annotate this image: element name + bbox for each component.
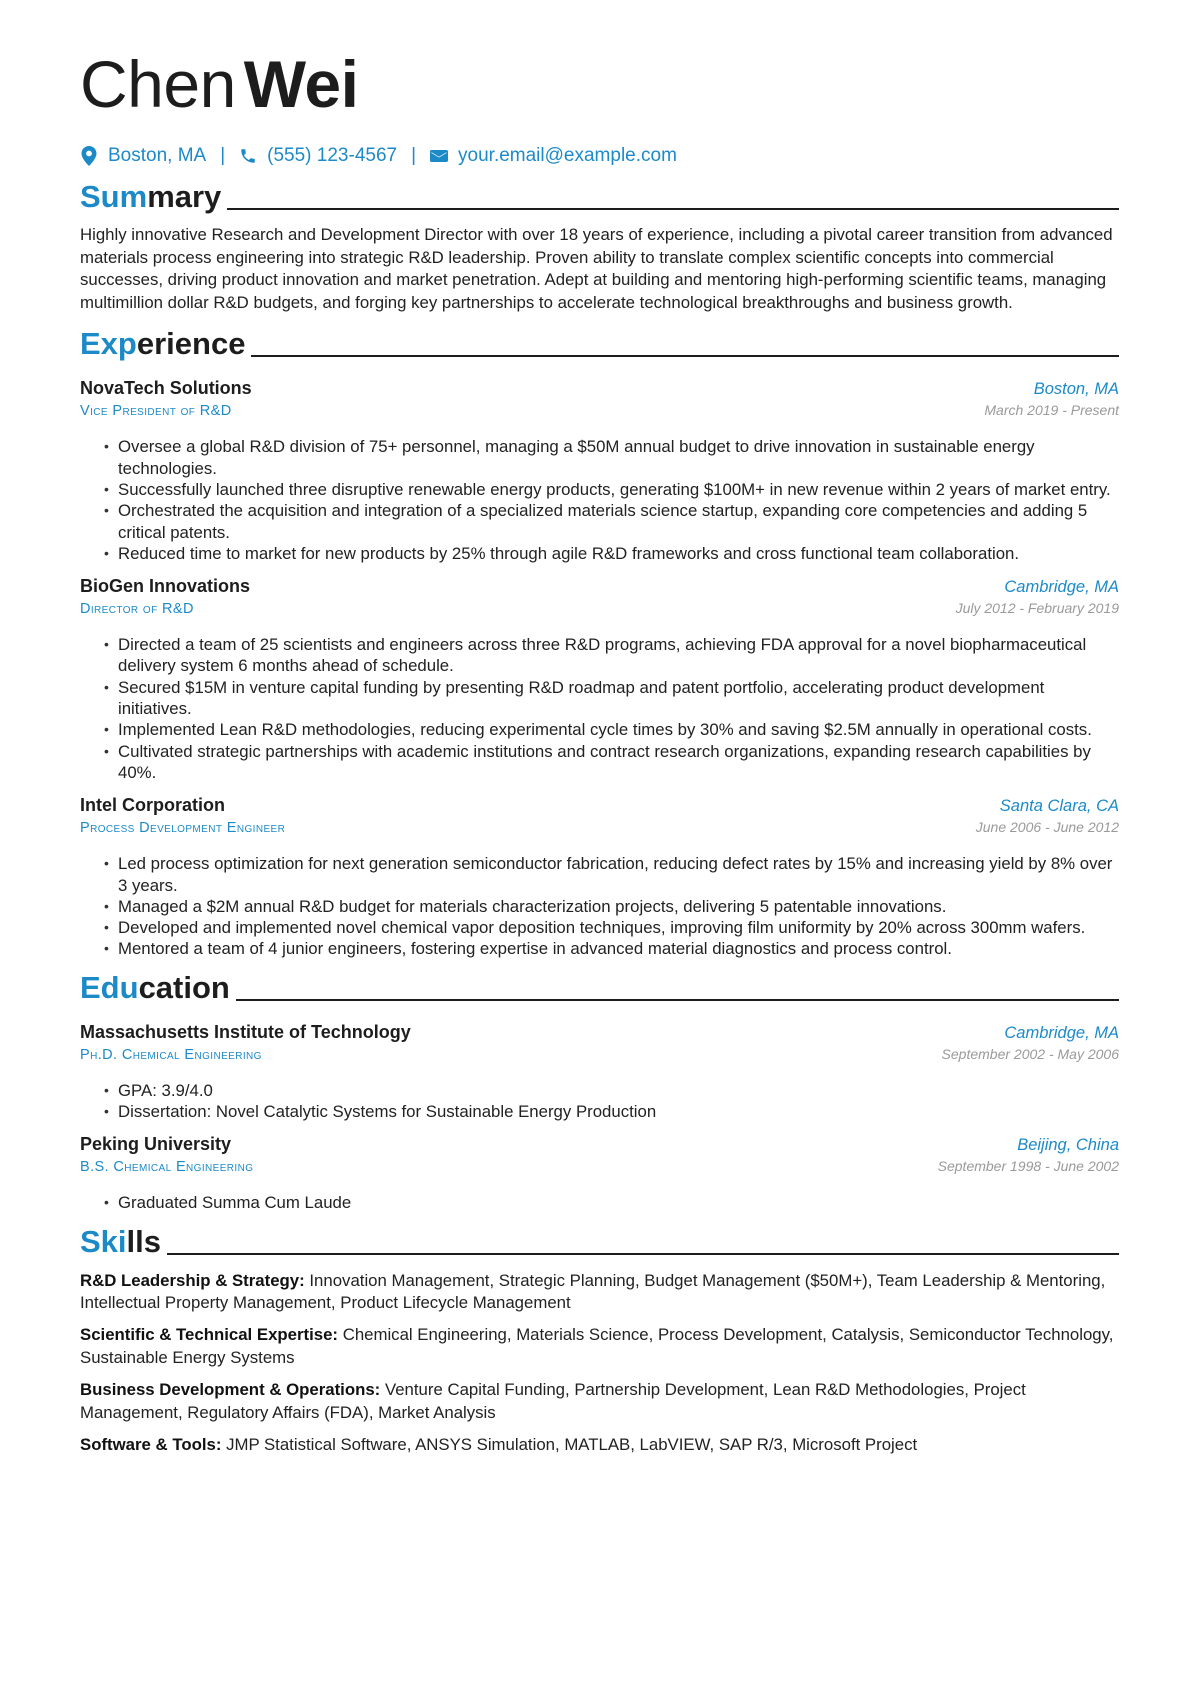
skill-row	[80, 1379, 1119, 1424]
experience-entry	[80, 576, 1119, 783]
phone-icon	[239, 146, 257, 166]
list-item: • Led process optimization for next generation semiconductor fabrication, reducing defect rates by 15% and increasing yield by 8% over 3 years.	[104, 853, 1119, 896]
skill-category: Software & Tools:	[80, 1435, 222, 1455]
skill-category: Scientific & Technical Expertise:	[80, 1325, 339, 1345]
list-item: • Reduced time to market for new products by 25% through agile R&D frameworks and cross functional team collaboration.	[104, 543, 1119, 564]
company-name: BioGen Innovations	[80, 576, 251, 597]
entry-location: Beijing, China	[1017, 1136, 1119, 1155]
list-item: • Managed a $2M annual R&D budget for materials characterization projects, delivering 5 patentable innovations.	[104, 896, 1119, 917]
skill-row	[80, 1324, 1119, 1369]
skill-category: R&D Leadership & Strategy:	[80, 1270, 305, 1290]
section-title: Skills	[80, 1223, 161, 1259]
section-title: Education	[80, 969, 230, 1005]
list-item: • Secured $15M in venture capital funding by presenting R&D roadmap and patent portfolio, accelerating product development initiatives.	[104, 677, 1119, 720]
section-rule	[167, 1253, 1119, 1255]
skill-category: Business Development & Operations:	[80, 1380, 381, 1400]
education-entry	[80, 1022, 1119, 1123]
list-item: • Directed a team of 25 scientists and engineers across three R&D programs, achieving FDA approval for a novel biopharmaceutical delivery system 6 months ahead of schedule.	[104, 634, 1119, 677]
contact-email[interactable]	[430, 145, 677, 167]
section-title: Experience	[80, 326, 246, 362]
email-link[interactable]: your.email@example.com	[458, 145, 677, 166]
skill-values: Innovation Management, Strategic Planning, Budget Management ($50M+), Team Leadership & Mentoring, Intellectual Property Management, Product Lifecycle Management	[80, 1270, 1106, 1313]
entry-location: Cambridge, MA	[1004, 578, 1119, 597]
job-title: Process Development Engineer	[80, 820, 286, 837]
map-marker-icon	[80, 146, 98, 166]
company-name: Intel Corporation	[80, 795, 225, 816]
list-item: • Orchestrated the acquisition and integration of a specialized materials science startup, expanding core competencies and adding 5 critical patents.	[104, 500, 1119, 543]
entry-dates: July 2012 - February 2019	[955, 600, 1119, 617]
entry-dates: September 1998 - June 2002	[937, 1158, 1119, 1175]
list-item: • Graduated Summa Cum Laude	[104, 1192, 1119, 1213]
entry-dates: June 2006 - June 2012	[975, 819, 1119, 836]
list-item: • Cultivated strategic partnerships with academic institutions and contract research organizations, expanding research capabilities by 40%.	[104, 741, 1119, 784]
entry-dates: March 2019 - Present	[984, 402, 1119, 419]
list-item: • Developed and implemented novel chemical vapor deposition techniques, improving film uniformity by 20% across 300mm wafers.	[104, 917, 1119, 938]
list-item: • Mentored a team of 4 junior engineers, fostering expertise in advanced material diagnostics and process control.	[104, 938, 1119, 959]
skill-row	[80, 1434, 1119, 1456]
bullet-list	[80, 1192, 1119, 1213]
experience-entry	[80, 378, 1119, 564]
bullet-list	[80, 1080, 1119, 1123]
contact-separator: |	[220, 145, 226, 166]
list-item: • GPA: 3.9/4.0	[104, 1080, 1119, 1101]
job-title: Director of R&D	[80, 601, 194, 618]
skill-row	[80, 1270, 1119, 1315]
education-heading	[80, 968, 1119, 1008]
envelope-icon	[430, 146, 448, 166]
list-item: • Implemented Lean R&D methodologies, reducing experimental cycle times by 30% and saving $2.5M annually in operational costs.	[104, 719, 1119, 740]
education-entry	[80, 1134, 1119, 1213]
first-name: Chen	[80, 47, 236, 121]
entry-location: Boston, MA	[1033, 380, 1119, 399]
entry-dates: September 2002 - May 2006	[941, 1045, 1119, 1062]
bullet-list	[80, 436, 1119, 564]
list-item: • Dissertation: Novel Catalytic Systems for Sustainable Energy Production	[104, 1101, 1119, 1122]
list-item: • Successfully launched three disruptive renewable energy products, generating $100M+ in new revenue within 2 years of market entry.	[104, 479, 1119, 500]
list-item: • Oversee a global R&D division of 75+ personnel, managing a $50M annual budget to drive innovation in sustainable energy technologies.	[104, 436, 1119, 479]
school-name: Peking University	[80, 1134, 232, 1155]
phone-text: (555) 123-4567	[267, 145, 398, 166]
contact-phone[interactable]	[239, 145, 397, 167]
degree: B.S. Chemical Engineering	[80, 1159, 254, 1176]
contact-location	[80, 145, 206, 167]
section-rule	[227, 208, 1119, 210]
section-title: Summary	[80, 179, 222, 214]
contact-separator: |	[411, 145, 417, 166]
candidate-name	[80, 45, 1119, 123]
skills-heading	[80, 1222, 1119, 1262]
summary-heading	[80, 177, 1119, 217]
experience-entry	[80, 795, 1119, 959]
section-rule	[236, 999, 1119, 1001]
contact-bar	[80, 143, 1119, 169]
skill-values: JMP Statistical Software, ANSYS Simulation, MATLAB, LabVIEW, SAP R/3, Microsoft Project	[221, 1435, 918, 1455]
company-name: NovaTech Solutions	[80, 378, 252, 399]
skill-values: Venture Capital Funding, Partnership Development, Lean R&D Methodologies, Project Management, Regulatory Affairs (FDA), Market Analysis	[80, 1380, 1026, 1422]
job-title: Vice President of R&D	[80, 403, 232, 420]
section-rule	[251, 355, 1119, 357]
summary-text: Highly innovative Research and Development Director with over 18 years of experience, including a pivotal career transition from advanced materials process engineering into strategic R&D leadership. Proven ability to translate complex scientific concepts into commercial successes, driving product innovation and market penetration. Adept at building and mentoring high-performing scientific teams, managing multimillion dollar R&D budgets, and forging key partnerships to accelerate technological breakthroughs and business growth.	[80, 225, 1113, 312]
skills-list	[80, 1270, 1119, 1457]
last-name: Wei	[243, 47, 359, 121]
entry-location: Santa Clara, CA	[999, 797, 1119, 816]
bullet-list	[80, 634, 1119, 783]
entry-location: Cambridge, MA	[1004, 1023, 1119, 1042]
school-name: Massachusetts Institute of Technology	[80, 1021, 411, 1042]
experience-heading	[80, 324, 1119, 364]
skill-values: Chemical Engineering, Materials Science, Process Development, Catalysis, Semiconductor Technology, Sustainable Energy Systems	[80, 1325, 1114, 1367]
degree: Ph.D. Chemical Engineering	[80, 1046, 262, 1063]
location-text: Boston, MA	[108, 145, 207, 166]
bullet-list	[80, 853, 1119, 959]
